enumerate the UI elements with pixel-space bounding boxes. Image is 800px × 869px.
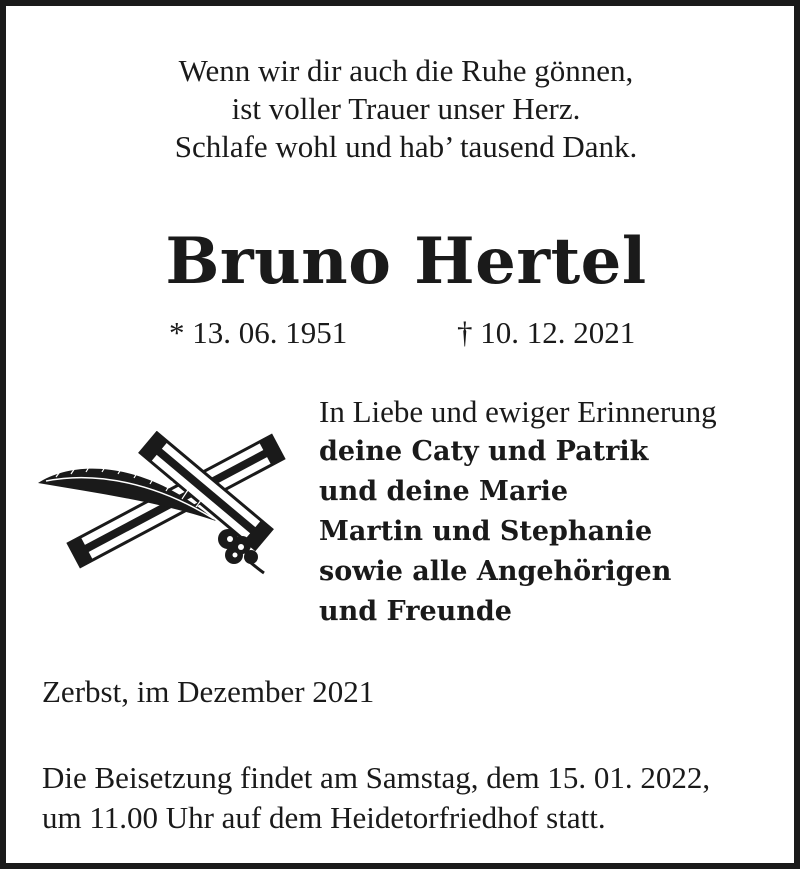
mourner-name: Martin und Stephanie — [319, 516, 653, 547]
poem-line: Wenn wir dir auch die Ruhe gönnen, — [178, 53, 634, 88]
mourner-name: sowie alle Angehörigen — [319, 556, 672, 587]
memorial-poem — [6, 52, 800, 166]
poem-line: Schlafe wohl und hab’ tausend Dank. — [174, 129, 638, 164]
deceased-name: Bruno Hertel — [165, 224, 647, 299]
cross-with-palm-frond-icon — [36, 431, 291, 581]
mourners-list — [319, 392, 717, 632]
poem-line: ist voller Trauer unser Herz. — [231, 91, 581, 126]
burial-line: Die Beisetzung findet am Samstag, dem 15. 01. 2022, — [42, 760, 711, 795]
burial-notice — [42, 758, 710, 838]
mourner-name: und deine Marie — [319, 476, 569, 507]
birth-date: * 13. 06. 1951 — [169, 315, 348, 350]
death-date: † 10. 12. 2021 — [457, 315, 636, 350]
mourner-name: deine Caty und Patrik — [319, 436, 649, 467]
place-and-date: Zerbst, im Dezember 2021 — [42, 674, 375, 709]
mourner-name: und Freunde — [319, 596, 512, 627]
burial-line: um 11.00 Uhr auf dem Heidetorfriedhof statt. — [42, 800, 606, 835]
mourners-intro: In Liebe und ewiger Erinnerung — [319, 394, 717, 429]
